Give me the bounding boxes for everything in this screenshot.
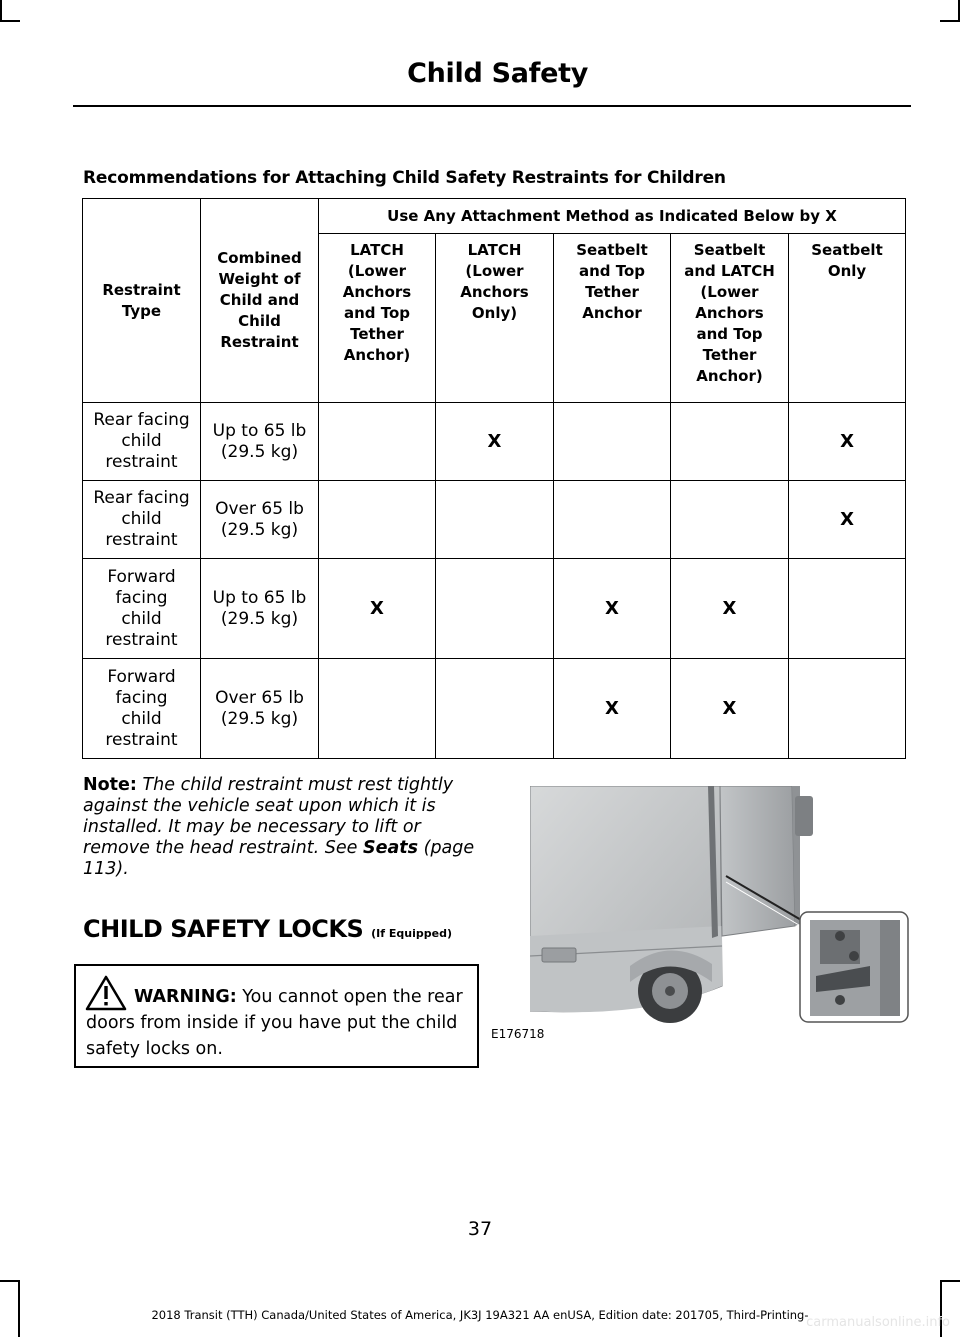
method-mark: X	[789, 481, 906, 559]
watermark: carmanualsonline.info	[806, 1315, 950, 1330]
warning-message: You cannot open the rear doors from inside if you have put the child safety locks on.	[86, 987, 463, 1059]
child-safety-lock-illustration	[530, 786, 911, 1024]
crop-mark	[0, 20, 20, 22]
header-method: Seatbelt and Top Tether Anchor	[554, 234, 671, 403]
weight-cell: Over 65 lb (29.5 kg)	[201, 659, 319, 759]
restraint-table	[82, 198, 906, 759]
method-mark	[319, 481, 436, 559]
table-title: Recommendations for Attaching Child Safety Restraints for Children	[83, 168, 726, 188]
crop-mark	[940, 1280, 960, 1282]
restraint-type-cell: Rear facing child restraint	[83, 403, 201, 481]
method-mark	[671, 403, 789, 481]
header-restraint-type: Restraint Type	[83, 199, 201, 403]
weight-cell: Over 65 lb (29.5 kg)	[201, 481, 319, 559]
method-mark: X	[436, 403, 554, 481]
method-mark	[436, 481, 554, 559]
table-row	[83, 403, 906, 481]
section-heading	[83, 915, 452, 943]
method-mark: X	[554, 559, 671, 659]
method-mark	[319, 403, 436, 481]
note-page-ref: (page 113).	[83, 838, 475, 879]
note-label: Note:	[83, 775, 137, 795]
method-mark	[789, 659, 906, 759]
method-mark	[789, 559, 906, 659]
weight-cell: Up to 65 lb (29.5 kg)	[201, 403, 319, 481]
method-mark: X	[554, 659, 671, 759]
header-rule	[73, 105, 911, 107]
table-row	[83, 659, 906, 759]
table-row	[83, 481, 906, 559]
seats-link[interactable]: Seats	[362, 838, 419, 858]
method-mark	[436, 659, 554, 759]
header-method: Seatbelt Only	[789, 234, 906, 403]
crop-mark	[0, 0, 2, 20]
header-method: LATCH (Lower Anchors and Top Tether Anchor)	[319, 234, 436, 403]
table-header-row	[83, 199, 906, 234]
method-mark: X	[671, 659, 789, 759]
header-method: Seatbelt and LATCH (Lower Anchors and Top Tether Anchor)	[671, 234, 789, 403]
note-paragraph	[83, 775, 483, 880]
warning-text	[86, 984, 478, 1062]
crop-mark	[0, 1280, 20, 1282]
method-mark	[319, 659, 436, 759]
section-qualifier: (If Equipped)	[371, 927, 452, 940]
method-mark: X	[319, 559, 436, 659]
note-text: The child restraint must rest tightly against the vehicle seat upon which it is installed. It may be necessary to lift or remove the head restraint. See	[83, 775, 454, 858]
header-method: LATCH (Lower Anchors Only)	[436, 234, 554, 403]
footer-text: 2018 Transit (TTH) Canada/United States of America, JK3J 19A321 AA enUSA, Edition date: 201705, Third-Printing-	[151, 1308, 809, 1322]
method-mark: X	[671, 559, 789, 659]
crop-mark	[940, 20, 960, 22]
section-title: CHILD SAFETY LOCKS	[83, 915, 364, 943]
page-number: 37	[467, 1218, 493, 1240]
header-attachment-method: Use Any Attachment Method as Indicated Below by X	[319, 199, 906, 234]
method-mark	[554, 481, 671, 559]
figure-id: E176718	[491, 1027, 545, 1041]
method-mark: X	[789, 403, 906, 481]
header-combined-weight: Combined Weight of Child and Child Restraint	[201, 199, 319, 403]
warning-label: WARNING:	[134, 987, 237, 1007]
method-mark	[554, 403, 671, 481]
restraint-type-cell: Rear facing child restraint	[83, 481, 201, 559]
table-row	[83, 559, 906, 659]
restraint-type-cell: Forward facing child restraint	[83, 659, 201, 759]
weight-cell: Up to 65 lb (29.5 kg)	[201, 559, 319, 659]
warning-box	[74, 964, 479, 1068]
method-mark	[671, 481, 789, 559]
restraint-type-cell: Forward facing child restraint	[83, 559, 201, 659]
van-rear-door-image	[530, 786, 911, 1024]
chapter-title: Child Safety	[407, 58, 588, 89]
method-mark	[436, 559, 554, 659]
